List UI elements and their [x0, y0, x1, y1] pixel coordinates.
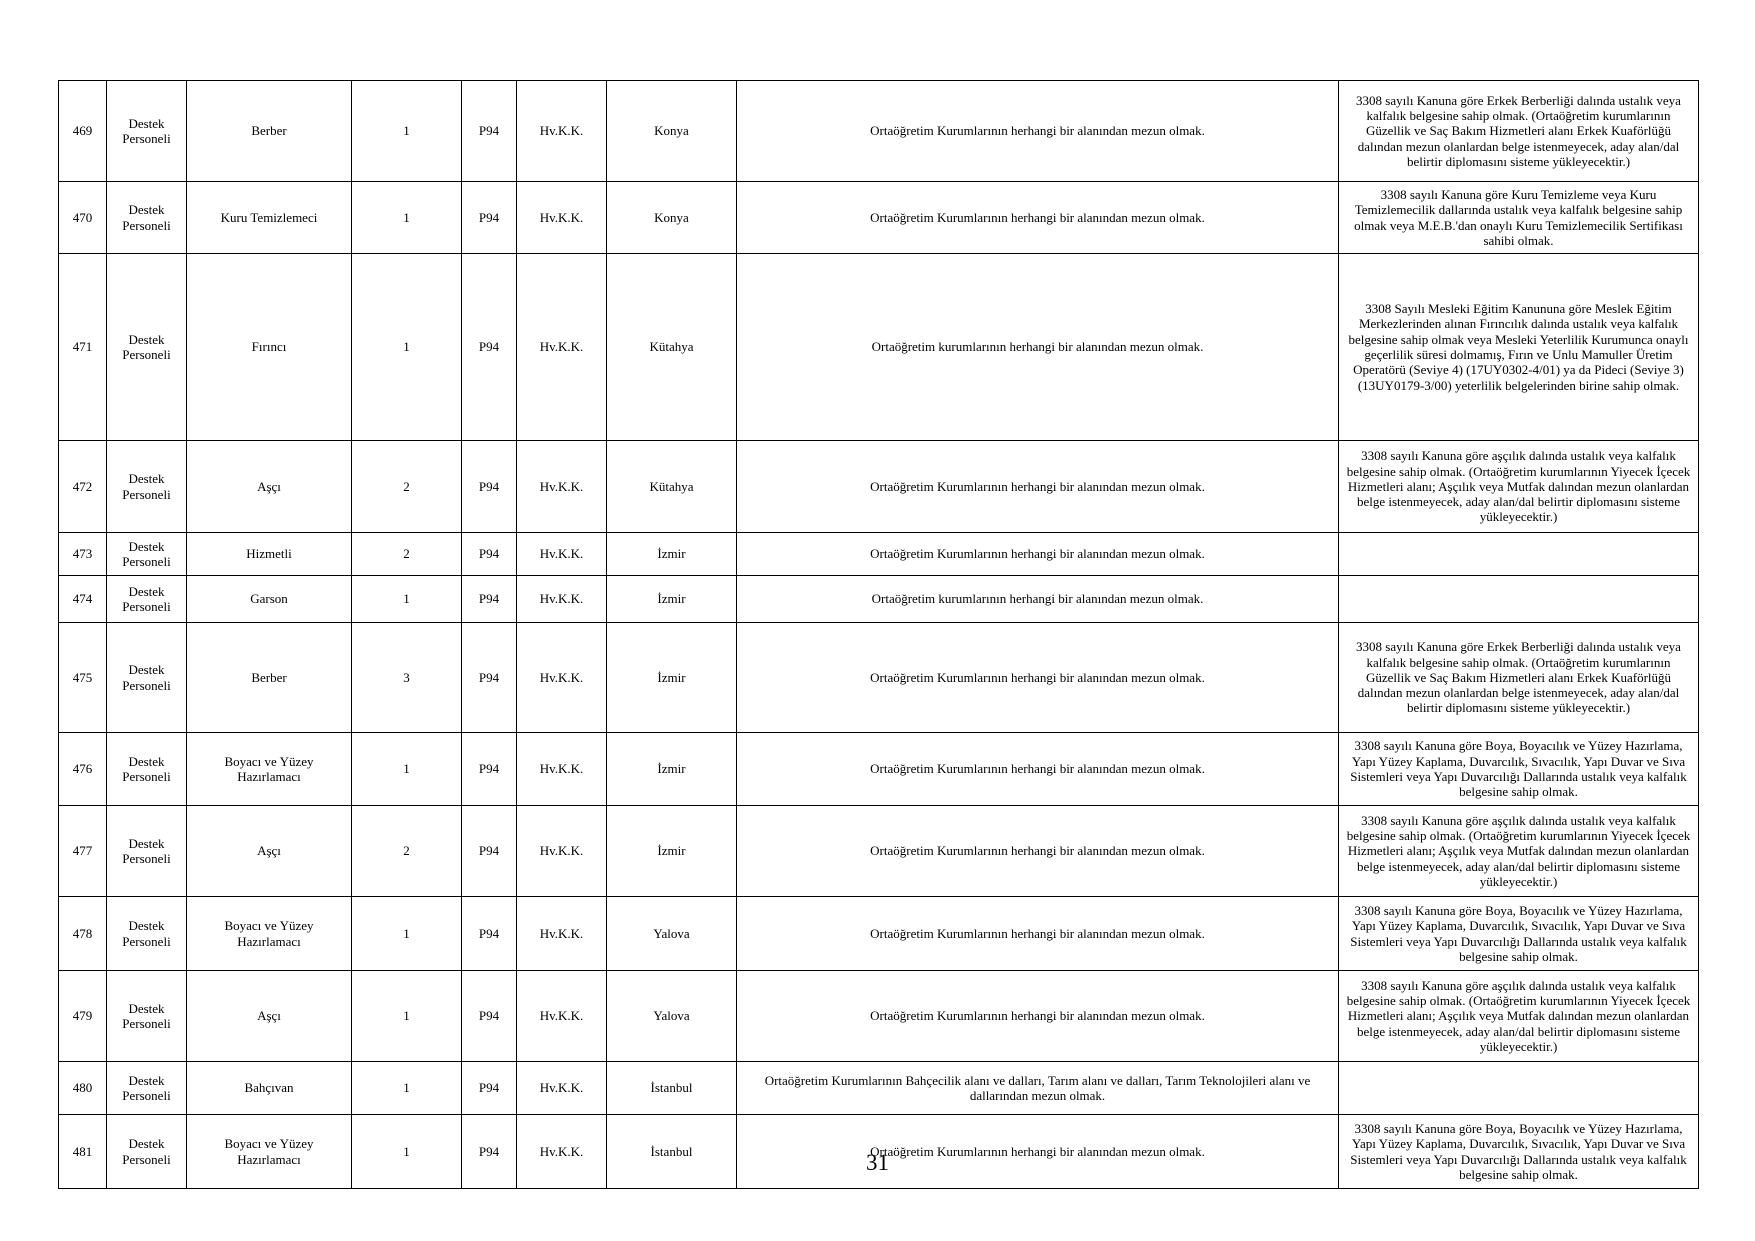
cell-unit: Destek Personeli	[107, 1062, 187, 1115]
cell-unit: Destek Personeli	[107, 533, 187, 576]
cell-job-title: Boyacı ve Yüzey Hazırlamacı	[187, 1115, 352, 1189]
cell-job-title: Aşçı	[187, 441, 352, 533]
cell-note: 3308 sayılı Kanuna göre Erkek Berberliği dalında ustalık veya kalfalık belgesine sahip olmak. (Ortaöğretim kurumlarının Güzellik ve Saç Bakım Hizmetleri alanı Erkek Kuaförlüğü dalından mezun olanlardan belge istenmeyecek, aday alan/dal belirtir diplomasını sisteme yükleyecektir.)	[1339, 81, 1699, 182]
cell-code: P94	[462, 441, 517, 533]
cell-unit: Destek Personeli	[107, 81, 187, 182]
cell-force: Hv.K.K.	[517, 971, 607, 1062]
cell-job-title: Boyacı ve Yüzey Hazırlamacı	[187, 897, 352, 971]
cell-note: 3308 sayılı Kanuna göre aşçılık dalında ustalık veya kalfalık belgesine sahip olmak. (Ortaöğretim kurumlarının Yiyecek İçecek Hizmetleri alanı; Aşçılık veya Mutfak dalından mezun olanlardan belge istenmeyecek, aday alan/dal belirtir diplomasını sisteme yükleyecektir.)	[1339, 441, 1699, 533]
table-row	[59, 254, 1699, 441]
cell-code: P94	[462, 533, 517, 576]
cell-note: 3308 Sayılı Mesleki Eğitim Kanununa göre Meslek Eğitim Merkezlerinden alınan Fırıncılık dalında ustalık veya kalfalık belgesine sahip olmak veya Mesleki Yeterlilik Kurumunca onaylı geçerlilik süresi dolmamış, Fırın ve Unlu Mamuller Üretim Operatörü (Seviye 4) (17UY0302-4/01) ya da Pideci (Seviye 3) (13UY0179-3/00) yeterlilik belgelerinden birine sahip olmak.	[1339, 254, 1699, 441]
cell-row-number: 474	[59, 576, 107, 623]
cell-note	[1339, 533, 1699, 576]
cell-city: İzmir	[607, 733, 737, 806]
cell-force: Hv.K.K.	[517, 576, 607, 623]
cell-job-title: Fırıncı	[187, 254, 352, 441]
cell-row-number: 472	[59, 441, 107, 533]
cell-city: İstanbul	[607, 1062, 737, 1115]
cell-requirement: Ortaöğretim Kurumlarının herhangi bir alanından mezun olmak.	[737, 1115, 1339, 1189]
cell-code: P94	[462, 897, 517, 971]
cell-code: P94	[462, 254, 517, 441]
table-row	[59, 733, 1699, 806]
cell-row-number: 470	[59, 182, 107, 254]
cell-unit: Destek Personeli	[107, 1115, 187, 1189]
cell-job-title: Hizmetli	[187, 533, 352, 576]
cell-count: 1	[352, 576, 462, 623]
page-number: 31	[866, 1150, 889, 1175]
cell-job-title: Berber	[187, 623, 352, 733]
cell-row-number: 475	[59, 623, 107, 733]
cell-count: 1	[352, 1062, 462, 1115]
cell-unit: Destek Personeli	[107, 576, 187, 623]
table-row	[59, 576, 1699, 623]
cell-city: Yalova	[607, 971, 737, 1062]
cell-count: 1	[352, 897, 462, 971]
cell-note: 3308 sayılı Kanuna göre aşçılık dalında ustalık veya kalfalık belgesine sahip olmak. (Ortaöğretim kurumlarının Yiyecek İçecek Hizmetleri alanı; Aşçılık veya Mutfak dalından mezun olanlardan belge istenmeyecek, aday alan/dal belirtir diplomasını sisteme yükleyecektir.)	[1339, 806, 1699, 897]
cell-force: Hv.K.K.	[517, 182, 607, 254]
cell-job-title: Bahçıvan	[187, 1062, 352, 1115]
cell-city: Konya	[607, 81, 737, 182]
cell-note: 3308 sayılı Kanuna göre Boya, Boyacılık ve Yüzey Hazırlama, Yapı Yüzey Kaplama, Duvarcılık, Sıvacılık, Yapı Duvar ve Sıva Sistemleri veya Yapı Duvarcılığı Dallarında ustalık veya kalfalık belgesine sahip olmak.	[1339, 1115, 1699, 1189]
cell-code: P94	[462, 81, 517, 182]
cell-city: İzmir	[607, 806, 737, 897]
cell-job-title: Berber	[187, 81, 352, 182]
table-row	[59, 623, 1699, 733]
cell-job-title: Boyacı ve Yüzey Hazırlamacı	[187, 733, 352, 806]
cell-code: P94	[462, 971, 517, 1062]
cell-job-title: Aşçı	[187, 971, 352, 1062]
cell-requirement: Ortaöğretim Kurumlarının herhangi bir alanından mezun olmak.	[737, 182, 1339, 254]
cell-city: Kütahya	[607, 254, 737, 441]
cell-force: Hv.K.K.	[517, 81, 607, 182]
cell-requirement: Ortaöğretim Kurumlarının herhangi bir alanından mezun olmak.	[737, 897, 1339, 971]
table-row	[59, 806, 1699, 897]
table-row	[59, 533, 1699, 576]
cell-count: 2	[352, 806, 462, 897]
cell-job-title: Aşçı	[187, 806, 352, 897]
cell-count: 1	[352, 733, 462, 806]
table-row	[59, 971, 1699, 1062]
cell-note	[1339, 1062, 1699, 1115]
cell-note: 3308 sayılı Kanuna göre Erkek Berberliği dalında ustalık veya kalfalık belgesine sahip olmak. (Ortaöğretim kurumlarının Güzellik ve Saç Bakım Hizmetleri alanı Erkek Kuaförlüğü dalından mezun olanlardan belge istenmeyecek, aday alan/dal belirtir diplomasını sisteme yükleyecektir.)	[1339, 623, 1699, 733]
cell-code: P94	[462, 733, 517, 806]
cell-city: İzmir	[607, 623, 737, 733]
cell-city: İzmir	[607, 576, 737, 623]
table-body	[59, 81, 1699, 1189]
job-postings-table	[58, 80, 1699, 1189]
cell-force: Hv.K.K.	[517, 441, 607, 533]
cell-row-number: 481	[59, 1115, 107, 1189]
table-row	[59, 182, 1699, 254]
cell-city: Kütahya	[607, 441, 737, 533]
table-row	[59, 897, 1699, 971]
cell-row-number: 471	[59, 254, 107, 441]
table-row	[59, 1062, 1699, 1115]
cell-count: 2	[352, 441, 462, 533]
cell-job-title: Garson	[187, 576, 352, 623]
cell-job-title: Kuru Temizlemeci	[187, 182, 352, 254]
cell-force: Hv.K.K.	[517, 897, 607, 971]
cell-count: 1	[352, 81, 462, 182]
cell-count: 1	[352, 182, 462, 254]
cell-force: Hv.K.K.	[517, 1062, 607, 1115]
cell-count: 1	[352, 254, 462, 441]
cell-force: Hv.K.K.	[517, 733, 607, 806]
cell-row-number: 477	[59, 806, 107, 897]
cell-code: P94	[462, 1115, 517, 1189]
cell-count: 3	[352, 623, 462, 733]
cell-row-number: 476	[59, 733, 107, 806]
cell-requirement: Ortaöğretim kurumlarının herhangi bir alanından mezun olmak.	[737, 254, 1339, 441]
cell-row-number: 479	[59, 971, 107, 1062]
cell-count: 1	[352, 971, 462, 1062]
cell-count: 1	[352, 1115, 462, 1189]
table-row	[59, 441, 1699, 533]
cell-force: Hv.K.K.	[517, 1115, 607, 1189]
cell-code: P94	[462, 623, 517, 733]
cell-note: 3308 sayılı Kanuna göre Kuru Temizleme veya Kuru Temizlemecilik dallarında ustalık veya kalfalık belgesine sahip olmak veya M.E.B.'dan onaylı Kuru Temizlemecilik Sertifikası sahibi olmak.	[1339, 182, 1699, 254]
cell-unit: Destek Personeli	[107, 971, 187, 1062]
cell-city: İstanbul	[607, 1115, 737, 1189]
cell-code: P94	[462, 182, 517, 254]
cell-requirement: Ortaöğretim Kurumlarının herhangi bir alanından mezun olmak.	[737, 533, 1339, 576]
cell-code: P94	[462, 576, 517, 623]
cell-requirement: Ortaöğretim Kurumlarının herhangi bir alanından mezun olmak.	[737, 81, 1339, 182]
cell-requirement: Ortaöğretim Kurumlarının herhangi bir alanından mezun olmak.	[737, 441, 1339, 533]
cell-code: P94	[462, 1062, 517, 1115]
cell-force: Hv.K.K.	[517, 623, 607, 733]
cell-unit: Destek Personeli	[107, 623, 187, 733]
cell-unit: Destek Personeli	[107, 441, 187, 533]
cell-code: P94	[462, 806, 517, 897]
cell-city: İzmir	[607, 533, 737, 576]
cell-city: Yalova	[607, 897, 737, 971]
cell-row-number: 478	[59, 897, 107, 971]
cell-note: 3308 sayılı Kanuna göre Boya, Boyacılık ve Yüzey Hazırlama, Yapı Yüzey Kaplama, Duvarcılık, Sıvacılık, Yapı Duvar ve Sıva Sistemleri veya Yapı Duvarcılığı Dallarında ustalık veya kalfalık belgesine sahip olmak.	[1339, 733, 1699, 806]
cell-unit: Destek Personeli	[107, 806, 187, 897]
cell-note: 3308 sayılı Kanuna göre Boya, Boyacılık ve Yüzey Hazırlama, Yapı Yüzey Kaplama, Duvarcılık, Sıvacılık, Yapı Duvar ve Sıva Sistemleri veya Yapı Duvarcılığı Dallarında ustalık veya kalfalık belgesine sahip olmak.	[1339, 897, 1699, 971]
cell-unit: Destek Personeli	[107, 254, 187, 441]
cell-force: Hv.K.K.	[517, 533, 607, 576]
cell-city: Konya	[607, 182, 737, 254]
cell-requirement: Ortaöğretim kurumlarının herhangi bir alanından mezun olmak.	[737, 576, 1339, 623]
cell-note: 3308 sayılı Kanuna göre aşçılık dalında ustalık veya kalfalık belgesine sahip olmak. (Ortaöğretim kurumlarının Yiyecek İçecek Hizmetleri alanı; Aşçılık veya Mutfak dalından mezun olanlardan belge istenmeyecek, aday alan/dal belirtir diplomasını sisteme yükleyecektir.)	[1339, 971, 1699, 1062]
cell-unit: Destek Personeli	[107, 182, 187, 254]
cell-unit: Destek Personeli	[107, 897, 187, 971]
cell-note	[1339, 576, 1699, 623]
cell-requirement: Ortaöğretim Kurumlarının herhangi bir alanından mezun olmak.	[737, 971, 1339, 1062]
cell-requirement: Ortaöğretim Kurumlarının herhangi bir alanından mezun olmak.	[737, 733, 1339, 806]
cell-row-number: 473	[59, 533, 107, 576]
cell-requirement: Ortaöğretim Kurumlarının Bahçecilik alanı ve dalları, Tarım alanı ve dalları, Tarım Teknolojileri alanı ve dallarından mezun olmak.	[737, 1062, 1339, 1115]
table-row	[59, 81, 1699, 182]
cell-requirement: Ortaöğretim Kurumlarının herhangi bir alanından mezun olmak.	[737, 806, 1339, 897]
cell-row-number: 469	[59, 81, 107, 182]
cell-force: Hv.K.K.	[517, 806, 607, 897]
cell-unit: Destek Personeli	[107, 733, 187, 806]
cell-row-number: 480	[59, 1062, 107, 1115]
cell-requirement: Ortaöğretim Kurumlarının herhangi bir alanından mezun olmak.	[737, 623, 1339, 733]
cell-force: Hv.K.K.	[517, 254, 607, 441]
cell-count: 2	[352, 533, 462, 576]
